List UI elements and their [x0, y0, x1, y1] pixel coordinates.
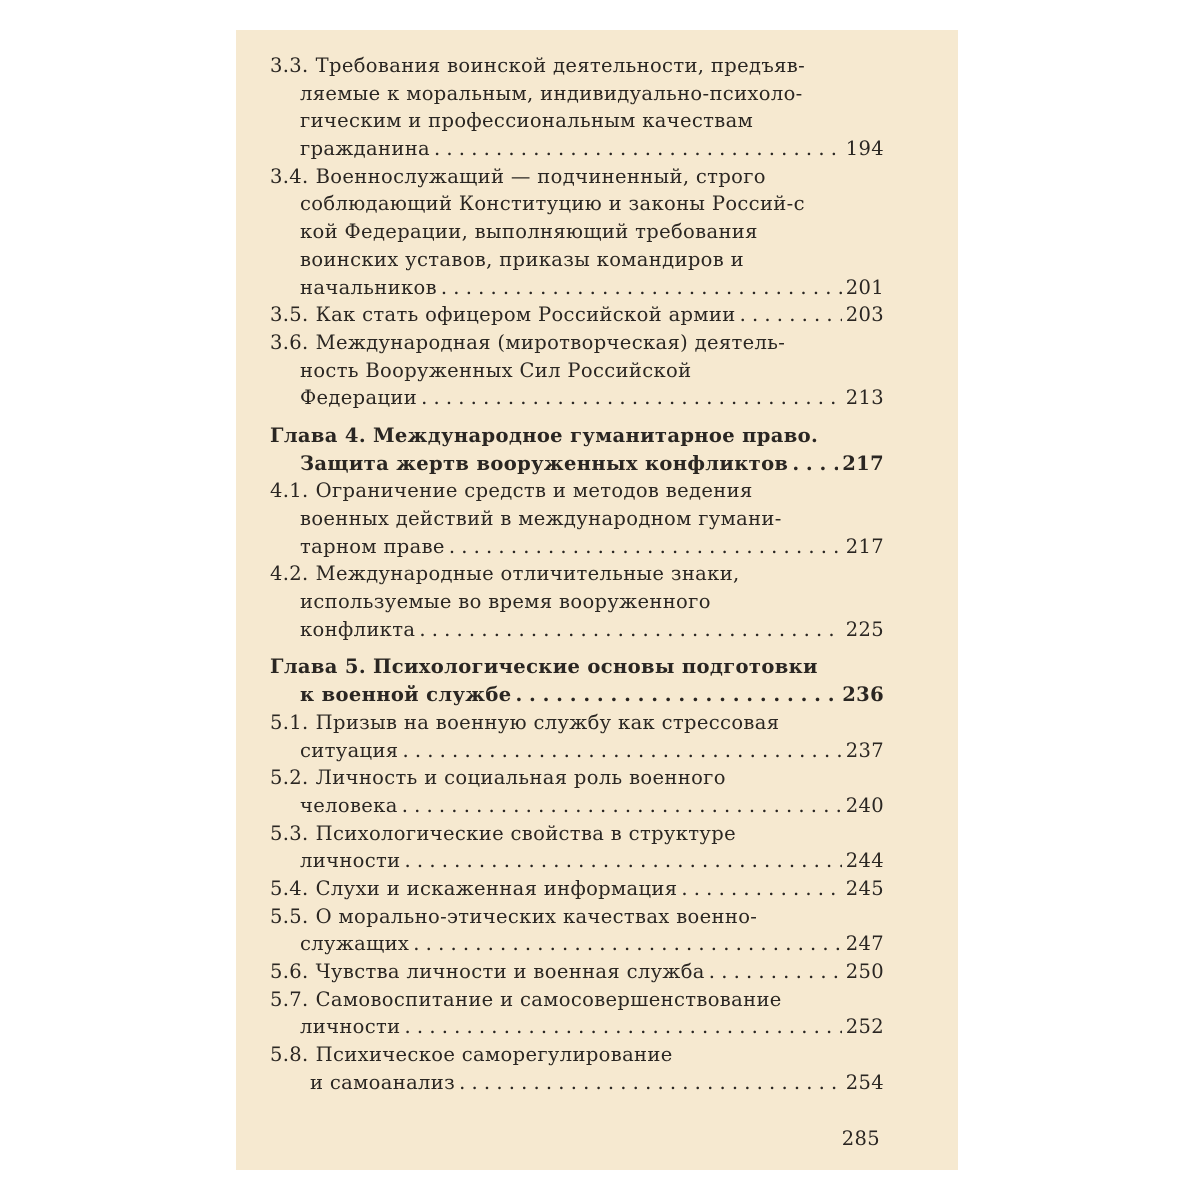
entry-title-line: Требования воинской деятельности, предъяв- — [315, 54, 806, 77]
entry-title-line: О морально-этических качествах военно- — [315, 904, 758, 928]
chapter-number: Глава 4. — [270, 423, 366, 447]
entry-title-line: ситуация — [300, 738, 399, 762]
entry-title-line: гражданина — [300, 137, 431, 161]
entry-page: 254 — [845, 1070, 884, 1094]
entry-title-line: воинских уставов, приказы командиров и — [300, 247, 744, 271]
entry-number: 5.7. — [270, 987, 309, 1011]
entry-title-line: Международная (миротворческая) деятель- — [315, 330, 786, 354]
entry-title-line: используемые во время вооруженного — [300, 590, 711, 614]
entry-title-line: Военнослужащий — подчиненный, строго — [315, 164, 766, 188]
entry-number: 5.3. — [270, 821, 309, 845]
entry-title-line: конфликта — [300, 617, 416, 641]
entry-number: 3.5. — [270, 303, 309, 327]
entry-title-line: Призыв на военную службу как стрессовая — [315, 710, 780, 734]
toc-entry-4-1 — [270, 477, 884, 560]
entry-page: 252 — [845, 1015, 884, 1039]
dot-leader — [402, 792, 842, 820]
chapter-title-line: к военной службе — [300, 683, 512, 707]
entry-page: 194 — [845, 137, 884, 161]
toc-entry-3-4 — [270, 163, 884, 301]
entry-page: 236 — [842, 683, 884, 707]
toc-entry-3-3 — [270, 52, 884, 163]
entry-page: 237 — [845, 738, 884, 762]
entry-number: 5.4. — [270, 876, 309, 900]
entry-title-line: ность Вооруженных Сил Российской — [300, 358, 692, 382]
dot-leader — [405, 1013, 842, 1041]
dot-leader — [413, 930, 841, 958]
toc-entry-5-4 — [270, 875, 884, 903]
entry-page: 240 — [845, 793, 884, 817]
entry-title-line: соблюдающий Конституцию и законы Россий-с — [300, 192, 805, 216]
dot-leader — [515, 681, 838, 709]
entry-number: 5.6. — [270, 960, 309, 983]
entry-title-line: кой Федерации, выполняющий требования — [300, 220, 758, 244]
toc-entry-5-1 — [270, 709, 884, 764]
entry-title-line: ляемые к моральным, индивидуально-психоло- — [300, 81, 803, 105]
entry-title-line: личности — [300, 1015, 401, 1039]
chapter-title-line: Психологические основы подготовки — [372, 655, 818, 679]
entry-number: 3.3. — [270, 54, 309, 77]
entry-title-line: Личность и социальная роль военного — [315, 766, 726, 790]
dot-leader — [681, 875, 841, 903]
entry-page: 213 — [845, 386, 884, 410]
entry-page: 247 — [845, 932, 884, 956]
entry-title-line: и самоанализ — [310, 1070, 456, 1094]
table-of-contents — [270, 52, 884, 1096]
dot-leader — [419, 616, 841, 644]
chapter-number: Глава 5. — [270, 655, 366, 679]
dot-leader — [434, 135, 842, 163]
entry-title-line: начальников — [300, 275, 437, 299]
entry-page: 203 — [845, 303, 884, 327]
entry-title-line: Международные отличительные знаки, — [315, 562, 740, 586]
entry-title-line: Психическое саморегулирование — [315, 1043, 673, 1067]
toc-chapter-5 — [270, 653, 884, 708]
entry-number: 3.6. — [270, 330, 309, 354]
toc-entry-3-6 — [270, 329, 884, 412]
entry-number: 5.5. — [270, 904, 309, 928]
dot-leader — [405, 847, 842, 875]
entry-title-line: военных действий в международном гумани- — [300, 507, 782, 530]
book-page — [236, 30, 958, 1170]
entry-title-line: Самовоспитание и самосовершенствование — [315, 987, 782, 1011]
entry-number: 5.8. — [270, 1043, 309, 1067]
toc-entry-5-8 — [270, 1041, 884, 1096]
entry-page: 250 — [845, 960, 884, 983]
entry-number: 3.4. — [270, 164, 309, 188]
entry-title-line: человека — [300, 793, 398, 817]
toc-entry-4-2 — [270, 560, 884, 643]
entry-page: 245 — [845, 876, 884, 900]
toc-entry-3-5 — [270, 301, 884, 329]
dot-leader — [421, 384, 842, 412]
entry-title-line: тарном праве — [300, 534, 445, 558]
toc-entry-5-3 — [270, 820, 884, 875]
entry-title-line: Как стать офицером Российской армии — [315, 303, 736, 327]
entry-title-line: гическим и профессиональным качествам — [300, 109, 754, 133]
entry-page: 217 — [842, 451, 884, 475]
toc-entry-5-5 — [270, 903, 884, 958]
chapter-title-line: Международное гуманитарное право. — [372, 423, 819, 447]
entry-number: 4.1. — [270, 479, 309, 503]
entry-title-line: Чувства личности и военная служба — [315, 960, 705, 983]
entry-number: 5.1. — [270, 710, 309, 734]
entry-title-line: Слухи и искаженная информация — [315, 876, 678, 900]
dot-leader — [740, 301, 842, 329]
entry-page: 201 — [845, 275, 884, 299]
dot-leader — [402, 737, 841, 765]
chapter-title-line: Защита жертв вооруженных конфликтов — [300, 451, 789, 475]
page-number: 285 — [841, 1127, 880, 1150]
toc-entry-5-2 — [270, 764, 884, 819]
entry-title-line: Психологические свойства в структуре — [315, 821, 736, 845]
entry-title-line: Ограничение средств и методов ведения — [315, 479, 753, 503]
entry-title-line: личности — [300, 849, 401, 873]
dot-leader — [441, 274, 842, 302]
entry-title-line: служащих — [300, 932, 410, 956]
toc-chapter-4 — [270, 422, 884, 477]
dot-leader — [449, 533, 842, 561]
toc-entry-5-7 — [270, 986, 884, 1041]
entry-number: 5.2. — [270, 766, 309, 790]
dot-leader — [459, 1069, 842, 1097]
entry-page: 244 — [845, 849, 884, 873]
entry-number: 4.2. — [270, 562, 309, 586]
dot-leader — [709, 958, 842, 986]
entry-page: 217 — [845, 534, 884, 558]
dot-leader — [792, 450, 838, 478]
entry-page: 225 — [845, 617, 884, 641]
toc-entry-5-6 — [270, 958, 884, 986]
entry-title-line: Федерации — [300, 386, 418, 410]
